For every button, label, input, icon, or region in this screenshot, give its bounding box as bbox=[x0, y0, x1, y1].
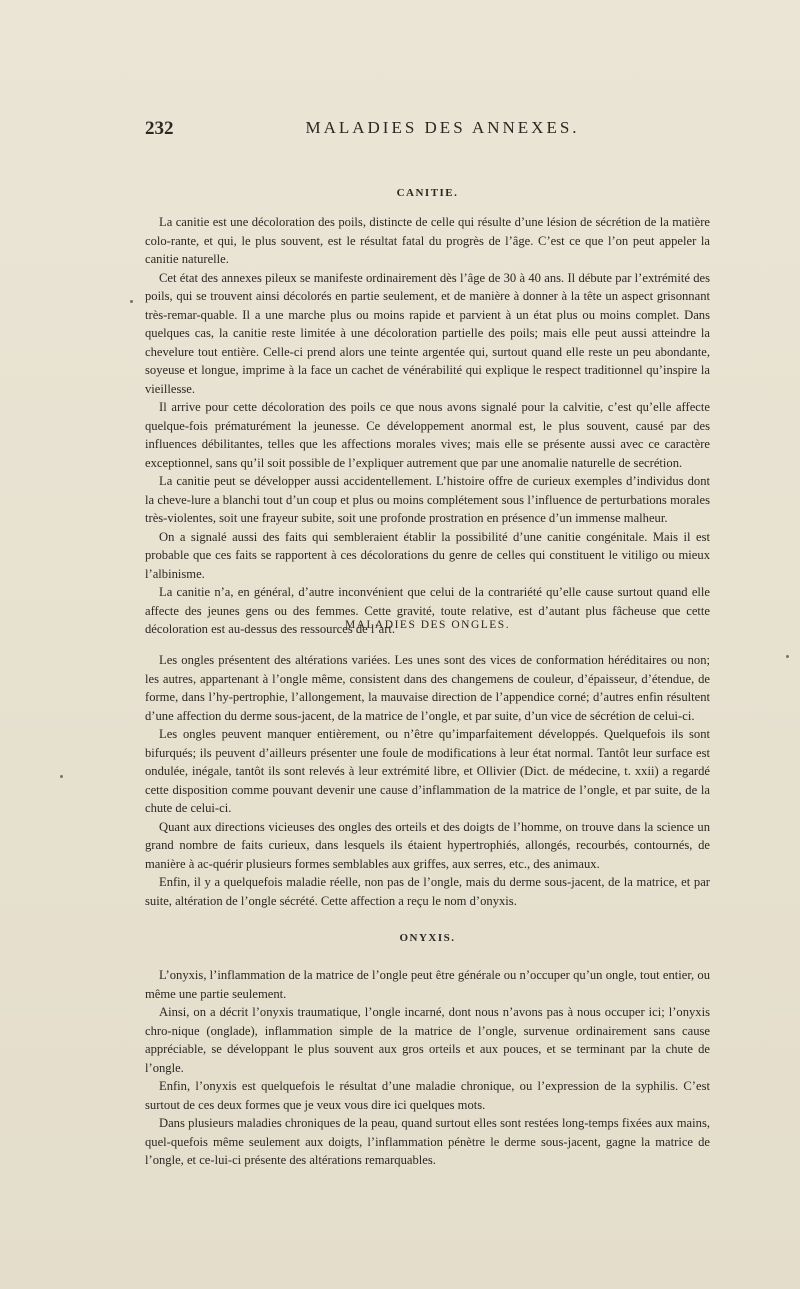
section-maladies-des-ongles bbox=[145, 619, 710, 910]
paper-speck bbox=[786, 655, 789, 658]
page-header bbox=[145, 118, 710, 144]
paper-speck bbox=[60, 775, 63, 778]
paragraph: L’onyxis, l’inflammation de la matrice de l’ongle peut être générale ou n’occuper qu’un ongle, tout entier, ou même une partie seulement. bbox=[145, 968, 710, 1001]
paragraph: On a signalé aussi des faits qui sembleraient établir la possibilité d’une canitie congénitale. Mais il est probable que ces faits se rapportent à ces décolorations du genre de celles qui constituent le vitiligo ou mieux l’albinisme. bbox=[145, 529, 710, 581]
paragraph: Cet état des annexes pileux se manifeste ordinairement dès l’âge de 30 à 40 ans. Il débute par l’extrémité des poils, qui se trouvent ainsi décolorés en partie seulement, et de manière à donner à la tête un aspect grisonnant très-remar-quable. Il a une marche plus ou moins rapide et parvient à un état plus ou moins complet. Dans quelques cas, la canitie reste limitée à une décoloration partielle des poils; mais elle peut aussi atteindre la chevelure tout entière. Celle-ci prend alors une teinte argentée qui, surtout quand elle reste un peu abondante, soyeuse et longue, imprime à la face un cachet de vénérabilité qui explique le respect traditionnel qu’inspire la vieillesse. bbox=[145, 270, 710, 396]
paragraph: La canitie peut se développer aussi accidentellement. L’histoire offre de curieux exemples d’individus dont la cheve-lure a blanchi tout d’un coup et plus ou moins complétement sous l’influence de perturbations morales très-violentes, soit une frayeur subite, soit une profonde prostration en présence d’un immense malheur. bbox=[145, 474, 710, 525]
paper-speck bbox=[130, 300, 133, 303]
paragraph: Enfin, l’onyxis est quelquefois le résultat d’une maladie chronique, ou l’expression de la syphilis. C’est surtout de ces deux formes que je veux vous dire ici quelques mots. bbox=[145, 1079, 710, 1112]
paragraph: La canitie est une décoloration des poils, distincte de celle qui résulte d’une lésion de sécrétion de la matière colo-rante, et qui, le plus souvent, est le résultat fatal du progrès de l’âge. C’est ce que l’on peut appeler la canitie naturelle. bbox=[145, 215, 710, 266]
page-number: 232 bbox=[145, 118, 174, 139]
section-title-canitie: CANITIE. bbox=[396, 187, 459, 199]
paragraph: Quant aux directions vicieuses des ongles des orteils et des doigts de l’homme, on trouve dans la science un grand nombre de faits curieux, dans lesquels ils étaient hypertrophiés, allongés, recourbés, contournés, de manière à ac-quérir plusieurs formes semblables aux griffes, aux serres, etc., des animaux. bbox=[145, 819, 710, 871]
paragraph: Les ongles peuvent manquer entièrement, ou n’être qu’imparfaitement développés. Quelquefois ils sont bifurqués; ils peuvent d’ailleurs présenter une foule de modifications à leur état normal. Tantôt leur surface est ondulée, inégale, tantôt ils sont relevés à leur extrémité libre, et Ollivier (Dict. de médecine, t. xxii) a regardé cette disposition comme pouvant devenir une cause d’inflammation de la matrice de l’ongle, et par suite, de la chute de celui-ci. bbox=[145, 727, 710, 815]
paragraph: Dans plusieurs maladies chroniques de la peau, quand surtout elles sont restées long-temps fixées aux mains, quel-quefois même seulement aux doigts, l’inflammation pénètre le derme sous-jacent, gagne la matrice de l’ongle, et ce-lui-ci présente des altérations remarquables. bbox=[145, 1116, 710, 1167]
section-onyxis bbox=[145, 932, 710, 1170]
section-title-ongles: MALADIES DES ONGLES. bbox=[344, 619, 511, 631]
paragraph: La canitie n’a, en général, d’autre inconvénient que celui de la contrariété qu’elle cause surtout quand elle affecte des jeunes gens ou des femmes. Cette gravité, toute relative, est d’autant plus fâcheuse que cette décoloration est au-dessus des ressources de l’art. bbox=[145, 585, 710, 636]
section-title-onyxis: ONYXIS. bbox=[399, 932, 456, 944]
running-title: MALADIES DES ANNEXES. bbox=[305, 118, 580, 137]
paragraph: Il arrive pour cette décoloration des poils ce que nous avons signalé pour la calvitie, c’est qu’elle affecte quelque-fois prématurément la jeunesse. Ce développement anormal est, le plus souvent, causé par des influences débilitantes, telles que les affections morales vives; mais elle se présente aussi avec ce caractère exceptionnel, sans qu’il soit possible de l’expliquer autrement que par une anomalie naturelle de secrétion. bbox=[145, 400, 710, 470]
section-canitie bbox=[145, 187, 710, 639]
paragraph: Ainsi, on a décrit l’onyxis traumatique, l’ongle incarné, dont nous n’avons pas à nous occuper ici; l’onyxis chro-nique (onglade), inflammation simple de la matrice de l’ongle, survenue ordinairement sans cause appréciable, se développant le plus souvent aux gros orteils et aux pouces, et se terminant par la chute de l’ongle. bbox=[145, 1005, 710, 1075]
paragraph: Enfin, il y a quelquefois maladie réelle, non pas de l’ongle, mais du derme sous-jacent, de la matrice, et par suite, altération de l’ongle sécrété. Cette affection a reçu le nom d’onyxis. bbox=[145, 875, 710, 908]
paragraph: Les ongles présentent des altérations variées. Les unes sont des vices de conformation héréditaires ou non; les autres, appartenant à l’ongle même, consistent dans des changemens de couleur, d’épaisseur, d’étendue, de forme, dans l’hy-pertrophie, l’allongement, la mauvaise direction de l’appendice corné; d’autres enfin résultent d’une affection du derme sous-jacent, de la matrice de l’ongle, et par suite, d’un vice de sécrétion de celui-ci. bbox=[145, 653, 710, 723]
